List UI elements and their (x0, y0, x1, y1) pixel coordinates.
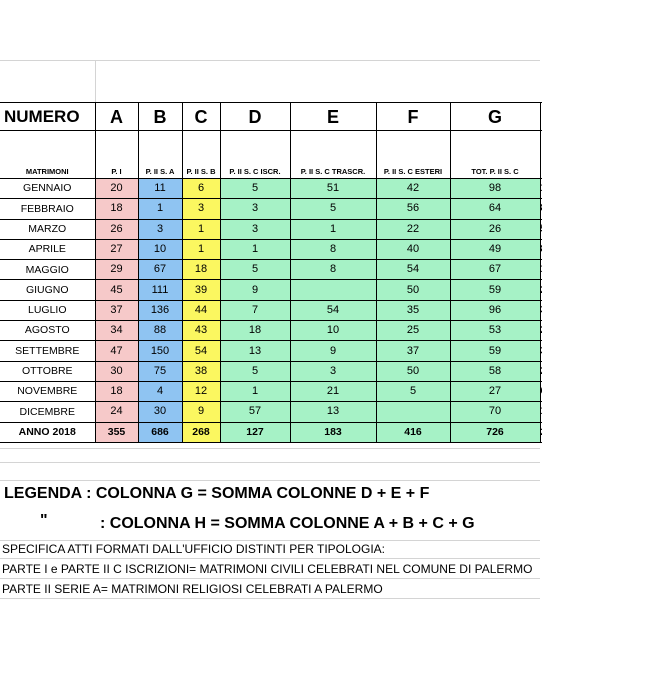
subheader-b: P. II S. A (138, 131, 182, 179)
cell-a: 24 (95, 402, 138, 422)
grid-line (0, 578, 540, 579)
cell-g: 49 (450, 239, 540, 259)
table-row (0, 321, 541, 341)
cell-c: 9 (182, 402, 220, 422)
cell-f: 50 (376, 280, 450, 300)
cell-g: 59 (450, 341, 540, 361)
cell-g: 726 (450, 422, 540, 442)
cell-e: 51 (290, 179, 376, 199)
cell-a: 37 (95, 300, 138, 320)
cell-h (540, 422, 541, 442)
cell-g: 27 (450, 381, 540, 401)
cell-f: 40 (376, 239, 450, 259)
cell-a: 355 (95, 422, 138, 442)
table-row (0, 402, 541, 422)
cell-e: 54 (290, 300, 376, 320)
cell-b: 10 (138, 239, 182, 259)
cell-e: 9 (290, 341, 376, 361)
cell-g: 64 (450, 199, 540, 219)
cell-f: 42 (376, 179, 450, 199)
cell-f: 35 (376, 300, 450, 320)
column-letters-row (0, 103, 541, 131)
cell-e: 8 (290, 239, 376, 259)
cell-h (540, 361, 541, 381)
cell-h (540, 260, 541, 280)
table-row (0, 341, 541, 361)
grid-line (0, 558, 540, 559)
table-title: NUMERO (0, 103, 95, 131)
table-row (0, 381, 541, 401)
cell-a: 18 (95, 381, 138, 401)
legend-line-1: LEGENDA : COLONNA G = SOMMA COLONNE D + E + F (4, 485, 430, 502)
cell-b: 30 (138, 402, 182, 422)
month-cell: MARZO (0, 219, 95, 239)
cell-e: 10 (290, 321, 376, 341)
cell-f: 25 (376, 321, 450, 341)
table-row (0, 300, 541, 320)
cell-g: 59 (450, 280, 540, 300)
cell-g: 98 (450, 179, 540, 199)
cell-f: 54 (376, 260, 450, 280)
subheader-e: P. II S. C TRASCR. (290, 131, 376, 179)
cell-b: 686 (138, 422, 182, 442)
cell-d: 1 (220, 381, 290, 401)
note-line-1: SPECIFICA ATTI FORMATI DALL'UFFICIO DISTINTI PER TIPOLOGIA: (2, 542, 386, 556)
cell-h (540, 381, 541, 401)
table-row (0, 179, 541, 199)
cell-f: 5 (376, 381, 450, 401)
cell-f: 37 (376, 341, 450, 361)
column-letter-d: D (220, 103, 290, 131)
cell-d: 57 (220, 402, 290, 422)
cell-g: 58 (450, 361, 540, 381)
cell-f (376, 402, 450, 422)
subheader-a: P. I (95, 131, 138, 179)
marriages-table (0, 102, 541, 443)
month-cell: SETTEMBRE (0, 341, 95, 361)
note-line-2: PARTE I e PARTE II C ISCRIZIONI= MATRIMONI CIVILI CELEBRATI NEL COMUNE DI PALERMO (2, 562, 533, 576)
month-cell: LUGLIO (0, 300, 95, 320)
cell-d: 18 (220, 321, 290, 341)
subheader-h (540, 131, 541, 179)
cell-h (540, 239, 541, 259)
column-letter-g: G (450, 103, 540, 131)
cell-h (540, 280, 541, 300)
cell-c: 1 (182, 239, 220, 259)
cell-c: 6 (182, 179, 220, 199)
cell-f: 416 (376, 422, 450, 442)
cell-d: 3 (220, 219, 290, 239)
cell-e: 21 (290, 381, 376, 401)
cell-f: 50 (376, 361, 450, 381)
cell-c: 43 (182, 321, 220, 341)
cell-d: 3 (220, 199, 290, 219)
subheader-g: TOT. P. II S. C (450, 131, 540, 179)
cell-c: 39 (182, 280, 220, 300)
month-cell: AGOSTO (0, 321, 95, 341)
cell-a: 27 (95, 239, 138, 259)
cell-h (540, 402, 541, 422)
table-row (0, 361, 541, 381)
column-subheader-row (0, 131, 541, 179)
cell-b: 1 (138, 199, 182, 219)
cell-a: 29 (95, 260, 138, 280)
cell-d: 5 (220, 361, 290, 381)
column-letter-a: A (95, 103, 138, 131)
grid-line (0, 598, 540, 599)
month-cell: MAGGIO (0, 260, 95, 280)
cell-e (290, 280, 376, 300)
cell-e: 183 (290, 422, 376, 442)
cell-a: 26 (95, 219, 138, 239)
legend-ditto-mark: " (40, 512, 48, 529)
cell-a: 20 (95, 179, 138, 199)
cell-d: 5 (220, 260, 290, 280)
cell-e: 1 (290, 219, 376, 239)
cell-h (540, 199, 541, 219)
cell-a: 30 (95, 361, 138, 381)
cell-a: 45 (95, 280, 138, 300)
cell-b: 150 (138, 341, 182, 361)
cell-b: 67 (138, 260, 182, 280)
cell-d: 1 (220, 239, 290, 259)
subheader-f: P. II S. C ESTERI (376, 131, 450, 179)
column-letter-f: F (376, 103, 450, 131)
cell-d: 13 (220, 341, 290, 361)
cell-c: 44 (182, 300, 220, 320)
cell-c: 38 (182, 361, 220, 381)
grid-line (0, 448, 540, 449)
total-label: ANNO 2018 (0, 422, 95, 442)
month-cell: FEBBRAIO (0, 199, 95, 219)
cell-b: 3 (138, 219, 182, 239)
month-cell: APRILE (0, 239, 95, 259)
table-row (0, 199, 541, 219)
month-cell: GIUGNO (0, 280, 95, 300)
table-row (0, 219, 541, 239)
cell-g: 53 (450, 321, 540, 341)
cell-f: 22 (376, 219, 450, 239)
table-row (0, 260, 541, 280)
cell-f: 56 (376, 199, 450, 219)
cell-c: 18 (182, 260, 220, 280)
cell-e: 5 (290, 199, 376, 219)
subheader-d: P. II S. C ISCR. (220, 131, 290, 179)
cell-a: 18 (95, 199, 138, 219)
table-row (0, 280, 541, 300)
note-line-3: PARTE II SERIE A= MATRIMONI RELIGIOSI CELEBRATI A PALERMO (2, 582, 383, 596)
cell-b: 136 (138, 300, 182, 320)
cell-g: 70 (450, 402, 540, 422)
cell-h (540, 321, 541, 341)
month-cell: NOVEMBRE (0, 381, 95, 401)
cell-h (540, 219, 541, 239)
cell-b: 11 (138, 179, 182, 199)
cell-g: 26 (450, 219, 540, 239)
month-cell: OTTOBRE (0, 361, 95, 381)
column-letter-c: C (182, 103, 220, 131)
cell-c: 268 (182, 422, 220, 442)
cell-h (540, 179, 541, 199)
row-label-header: MATRIMONI (0, 131, 95, 179)
cell-c: 1 (182, 219, 220, 239)
cell-b: 75 (138, 361, 182, 381)
cell-c: 54 (182, 341, 220, 361)
table-row (0, 239, 541, 259)
cell-a: 34 (95, 321, 138, 341)
cell-a: 47 (95, 341, 138, 361)
grid-line (0, 60, 540, 61)
cell-c: 12 (182, 381, 220, 401)
cell-b: 4 (138, 381, 182, 401)
grid-line (0, 462, 540, 463)
month-cell: DICEMBRE (0, 402, 95, 422)
legend-line-2: : COLONNA H = SOMMA COLONNE A + B + C + G (100, 515, 475, 532)
cell-b: 88 (138, 321, 182, 341)
cell-d: 9 (220, 280, 290, 300)
cell-e: 13 (290, 402, 376, 422)
column-letter-e: E (290, 103, 376, 131)
grid-line (95, 60, 96, 102)
cell-h (540, 341, 541, 361)
cell-d: 127 (220, 422, 290, 442)
grid-line (0, 540, 540, 541)
cell-g: 96 (450, 300, 540, 320)
grid-line (0, 480, 540, 481)
subheader-c: P. II S. B (182, 131, 220, 179)
month-cell: GENNAIO (0, 179, 95, 199)
cell-e: 8 (290, 260, 376, 280)
cell-d: 7 (220, 300, 290, 320)
column-letter-h (540, 103, 541, 131)
cell-c: 3 (182, 199, 220, 219)
cell-g: 67 (450, 260, 540, 280)
cell-h (540, 300, 541, 320)
column-letter-b: B (138, 103, 182, 131)
cell-d: 5 (220, 179, 290, 199)
cell-b: 111 (138, 280, 182, 300)
total-row (0, 422, 541, 442)
cell-e: 3 (290, 361, 376, 381)
